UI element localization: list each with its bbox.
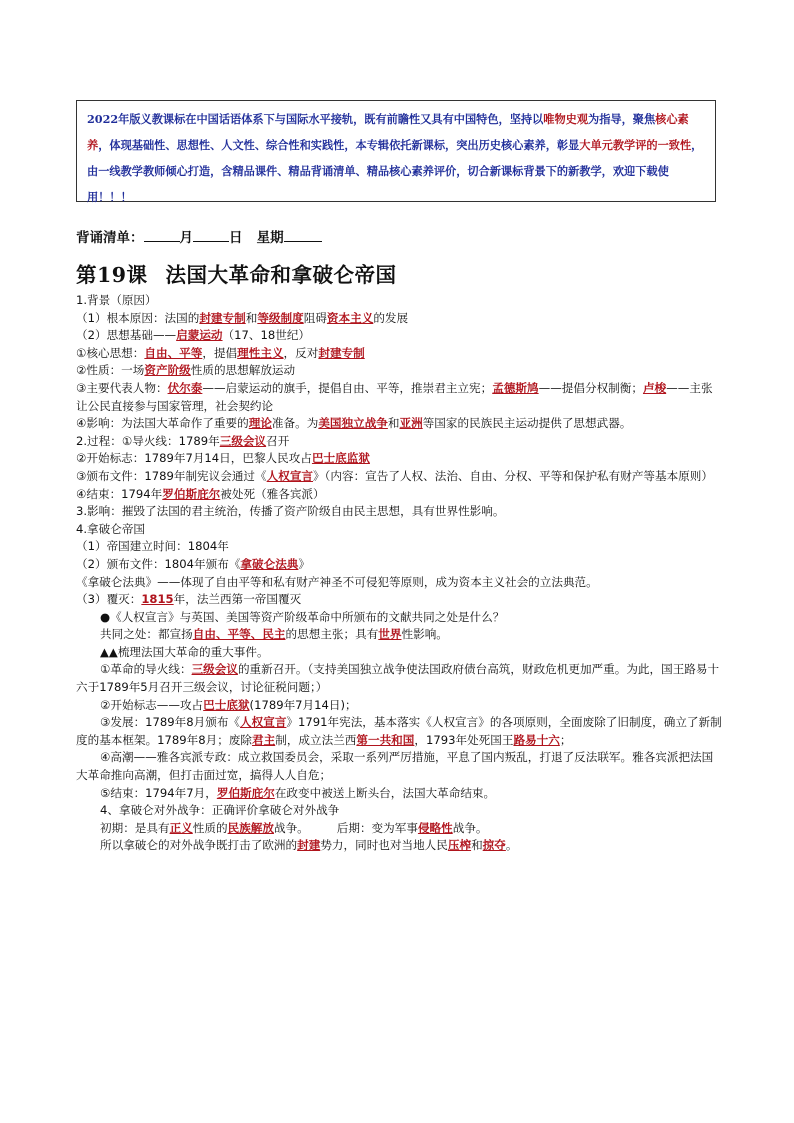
- text: 》: [298, 556, 311, 571]
- text: ，1793年处死国王: [414, 732, 514, 747]
- text-line: [76, 837, 722, 855]
- text: ④结束：1794年: [76, 486, 163, 501]
- page-title: [76, 258, 397, 288]
- answer-line: [76, 626, 722, 644]
- keyword: 人权宣言: [266, 468, 314, 483]
- keyword: 巴士底狱: [203, 697, 250, 712]
- recite-line: [76, 226, 322, 246]
- text: ②开始标志——攻占: [100, 697, 204, 712]
- text: 后期：变为军事: [336, 820, 418, 835]
- keyword: 掠夺: [482, 838, 506, 853]
- text: ①革命的导火线：: [100, 662, 192, 677]
- keyword: 自由、平等、民主: [192, 627, 286, 642]
- text: （17、18世纪）: [222, 328, 311, 343]
- week-blank[interactable]: [284, 228, 322, 242]
- keyword: 三级会议: [191, 662, 238, 677]
- text-line: [76, 591, 722, 609]
- keyword: 三级会议: [219, 433, 267, 448]
- promo-keyword: 唯物史观: [543, 112, 589, 126]
- keyword: 君主: [252, 732, 276, 747]
- text: 的思想主张；具有: [285, 627, 379, 642]
- text: 性影响。: [401, 627, 448, 642]
- day-blank[interactable]: [193, 228, 229, 242]
- text-line: [76, 345, 722, 363]
- text: 和: [245, 310, 258, 325]
- text: 。: [505, 838, 518, 853]
- text: 战争。: [452, 820, 488, 835]
- text: ②性质：一场: [76, 363, 145, 378]
- keyword: 世界: [378, 627, 402, 642]
- promo-box: [76, 100, 716, 202]
- keyword: 封建专制: [199, 310, 246, 325]
- keyword: 拿破仑法典: [240, 556, 299, 571]
- keyword: 压榨: [447, 838, 472, 853]
- keyword: 启蒙运动: [176, 328, 223, 343]
- text: 》1791年宪法，基本落实《人权宣言》的各项原则，全面废除了旧制度，确立了新制度的基本框架。1789年8月；废除: [76, 715, 722, 747]
- text: 性质的: [192, 820, 228, 835]
- text: ⑤结束：1794年7月，: [100, 785, 217, 800]
- question-line: ●《人权宣言》与英国、美国等资产阶级革命中所颁布的文献共同之处是什么？: [100, 609, 505, 624]
- keyword: 资本主义: [326, 310, 374, 325]
- text: 战争。: [273, 820, 309, 835]
- promo-text: ，由一线教学教师倾心打造，含精品课件、精品背诵清单、精品核心素养评价，切合新课标背景下的新教学，欢迎下载使用！！！: [87, 138, 703, 204]
- keyword: 第一共和国: [356, 732, 415, 747]
- text: 在政变中被送上断头台，法国大革命结束。: [274, 785, 496, 800]
- text: ④高潮——雅各宾派专政：成立救国委员会，采取一系列严厉措施，平息了国内叛乱，打退了反法联军。雅各宾派把法国大革命推向高潮，但打击面过宽，搞得人人自危；: [76, 750, 714, 783]
- text-line: [76, 310, 722, 328]
- text-paragraph: [76, 415, 722, 433]
- text: ，提倡: [202, 345, 238, 360]
- section-heading: 4.拿破仑帝国: [76, 521, 146, 536]
- keyword: 伏尔泰: [167, 380, 203, 395]
- text: ；: [559, 732, 572, 747]
- text: 性质的思想解放运动: [190, 363, 296, 378]
- text-line: （1）帝国建立时间：1804年: [76, 539, 229, 554]
- lesson-content: [76, 292, 722, 855]
- text: ——提倡分权制衡；: [538, 380, 643, 395]
- text: ——启蒙运动的旗手，提倡自由、平等，推崇君主立宪；: [202, 380, 493, 395]
- text-line: [76, 362, 722, 380]
- text: 被处死（雅各宾派）: [220, 486, 325, 501]
- text-line: [76, 327, 722, 345]
- text: ③主要代表人物：: [76, 380, 168, 395]
- text-line: [76, 820, 722, 838]
- keyword: 1815: [141, 592, 174, 607]
- keyword: 封建专制: [318, 345, 365, 360]
- keyword: 卢梭: [642, 380, 667, 395]
- text: 共同之处：都宣扬: [100, 627, 193, 642]
- keyword: 人权宣言: [240, 715, 287, 730]
- day-label: 日: [229, 230, 243, 246]
- text: 2.过程：①导火线：1789年: [76, 433, 220, 448]
- keyword: 孟德斯鸠: [492, 380, 539, 395]
- promo-keyword: 大单元教学评的一致性: [579, 138, 692, 152]
- keyword: 美国独立战争: [318, 416, 388, 431]
- lesson-name: 法国大革命和拿破仑帝国: [165, 263, 397, 287]
- text: （3）覆灭：: [76, 592, 142, 607]
- promo-text: 为指导，聚焦: [588, 112, 656, 126]
- keyword: 路易十六: [513, 732, 560, 747]
- month-label: 月: [179, 230, 193, 246]
- text-paragraph: [76, 468, 722, 486]
- keyword: 罗伯斯庇尔: [162, 486, 221, 501]
- recite-label: 背诵清单：: [76, 230, 144, 246]
- text: ——主张让公民直接参与国家管理，社会契约论: [76, 380, 713, 413]
- keyword: 资产阶级: [144, 363, 191, 378]
- promo-text: ，体现基础性、思想性、人文性、综合性和实践性，本专辑依托新课标，突出历史核心素养，彰显: [98, 138, 580, 152]
- text: ，反对: [283, 345, 319, 360]
- promo-text: 2022年版义教课标在中国话语体系下与国际水平接轨，既有前瞻性又具有中国特色，坚持以: [87, 112, 544, 126]
- week-label: 星期: [256, 230, 284, 246]
- keyword: 自由、平等: [144, 345, 203, 360]
- text-line: [76, 556, 722, 574]
- text: ①核心思想：: [76, 345, 145, 360]
- text-line: 3.影响：摧毁了法国的君主统治，传播了资产阶级自由民主思想，具有世界性影响。: [76, 504, 505, 519]
- text-paragraph: [76, 380, 722, 415]
- month-blank[interactable]: [144, 228, 180, 242]
- text: 势力，同时也对当地人民: [320, 838, 448, 853]
- keyword: 民族解放: [227, 820, 274, 835]
- text-line: [76, 785, 722, 803]
- text-line: ▲▲梳理法国大革命的重大事件。: [100, 644, 269, 659]
- text: （2）思想基础——: [76, 328, 177, 343]
- text: 的发展: [373, 310, 409, 325]
- keyword: 罗伯斯庇尔: [216, 785, 275, 800]
- text: 阻碍: [303, 310, 327, 325]
- text-line: [76, 450, 722, 468]
- keyword: 亚洲: [399, 416, 423, 431]
- lesson-number: 第19课: [76, 263, 148, 287]
- text-paragraph: [76, 714, 722, 749]
- keyword: 理论: [248, 416, 272, 431]
- text-paragraph: [76, 661, 722, 696]
- text: （2）颁布文件：1804年颁布《: [76, 556, 241, 571]
- text: 初期：是具有: [100, 820, 170, 835]
- text-line: [76, 697, 722, 715]
- keyword: 等级制度: [257, 310, 304, 325]
- text-paragraph: [76, 749, 722, 784]
- text: （1）根本原因：法国的: [76, 310, 200, 325]
- text: 的重新召开。（支持美国独立战争使法国政府债台高筑，财政危机更加严重。为此，国王路易十六于1789年5月召开三级会议，讨论征税问题；）: [76, 662, 720, 695]
- keyword: 封建: [297, 838, 321, 853]
- text: ②开始标志：1789年7月14日，巴黎人民攻占: [76, 451, 312, 466]
- text: 所以拿破仑的对外战争既打击了欧洲的: [100, 838, 298, 853]
- text: 和: [387, 416, 400, 431]
- keyword: 理性主义: [237, 345, 284, 360]
- text: ③发展：1789年8月颁布《: [100, 715, 241, 730]
- text: 准备。为: [271, 416, 319, 431]
- text-line: 4、拿破仑对外战争：正确评价拿破仑对外战争: [100, 803, 340, 818]
- text: 》（内容：宣告了人权、法治、自由、分权、平等和保护私有财产等基本原则）: [313, 468, 713, 483]
- text: 制，成立法兰西: [275, 732, 357, 747]
- text: 召开: [266, 433, 290, 448]
- keyword: 正义: [169, 820, 193, 835]
- text-line: [76, 486, 722, 504]
- text: 年，法兰西第一帝国覆灭: [173, 592, 302, 607]
- keyword: 巴士底监狱: [311, 451, 370, 466]
- text-line: [76, 433, 722, 451]
- section-heading: 1.背景（原因）: [76, 293, 157, 307]
- text: ③颁布文件：1789年制宪议会通过《: [76, 468, 267, 483]
- text: (1789年7月14日)；: [249, 697, 357, 712]
- promo-keyword: 核心素养: [87, 112, 689, 152]
- text: ④影响：为法国大革命作了重要的: [76, 416, 249, 431]
- text: 等国家的民族民主运动提供了思想武器。: [422, 416, 632, 431]
- text-line: 《拿破仑法典》——体现了自由平等和私有财产神圣不可侵犯等原则，成为资本主义社会的立法典范。: [76, 574, 598, 589]
- keyword: 侵略性: [417, 820, 453, 835]
- text: 和: [471, 838, 483, 853]
